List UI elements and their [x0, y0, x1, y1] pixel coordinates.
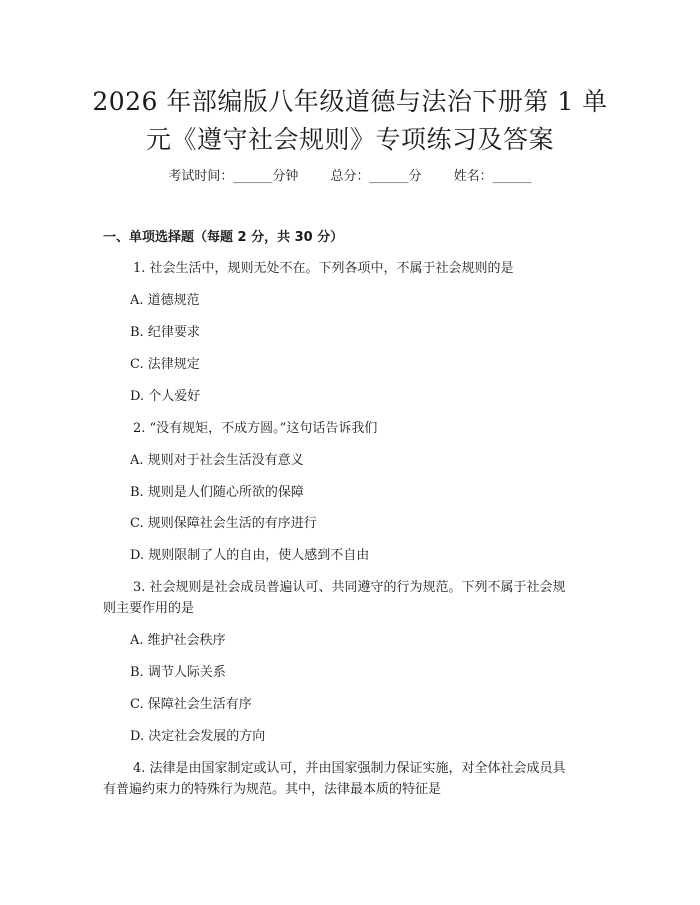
total-score-field: 总分：______分: [330, 169, 422, 184]
question-2-option-a: A. 规则对于社会生活没有意义: [130, 453, 304, 468]
exam-info-row: [0, 166, 700, 188]
question-1-option-c: C. 法律规定: [130, 357, 200, 372]
question-2-option-c: C. 规则保障社会生活的有序进行: [130, 516, 317, 531]
question-4-stem-line-1: 4. 法律是由国家制定或认可，并由国家强制力保证实施，对全体社会成员具: [133, 761, 566, 776]
question-2-option-d: D. 规则限制了人的自由，使人感到不自由: [130, 548, 370, 563]
section-heading: 一、单项选择题（每题 2 分，共 30 分）: [103, 230, 344, 245]
question-3-option-b: B. 调节人际关系: [130, 665, 226, 680]
question-3-option-d: D. 决定社会发展的方向: [130, 729, 266, 744]
question-1-option-d: D. 个人爱好: [130, 389, 201, 404]
question-1-option-a: A. 道德规范: [130, 293, 200, 308]
exam-time-field: 考试时间：______分钟: [168, 169, 299, 184]
question-2-stem: 2. “没有规矩，不成方圆。”这句话告诉我们: [133, 421, 378, 436]
document-title-line-2: 元《遵守社会规则》专项练习及答案: [145, 125, 554, 154]
document-title-line-1: 2026 年部编版八年级道德与法治下册第 1 单: [92, 87, 608, 116]
student-name-field: 姓名：______: [453, 169, 532, 184]
question-3-stem-line-1: 3. 社会规则是社会成员普遍认可、共同遵守的行为规范。下列不属于社会规: [133, 580, 566, 595]
question-3-option-a: A. 维护社会秩序: [130, 633, 226, 648]
question-2-option-b: B. 规则是人们随心所欲的保障: [130, 485, 304, 500]
question-4-stem-line-2: 有普遍约束力的特殊行为规范。其中，法律最本质的特征是: [103, 782, 442, 797]
question-3-option-c: C. 保障社会生活有序: [130, 697, 252, 712]
question-1-stem: 1. 社会生活中，规则无处不在。下列各项中，不属于社会规则的是: [133, 261, 514, 276]
question-1-option-b: B. 纪律要求: [130, 325, 200, 340]
question-3-stem-line-2: 则主要作用的是: [103, 601, 195, 616]
